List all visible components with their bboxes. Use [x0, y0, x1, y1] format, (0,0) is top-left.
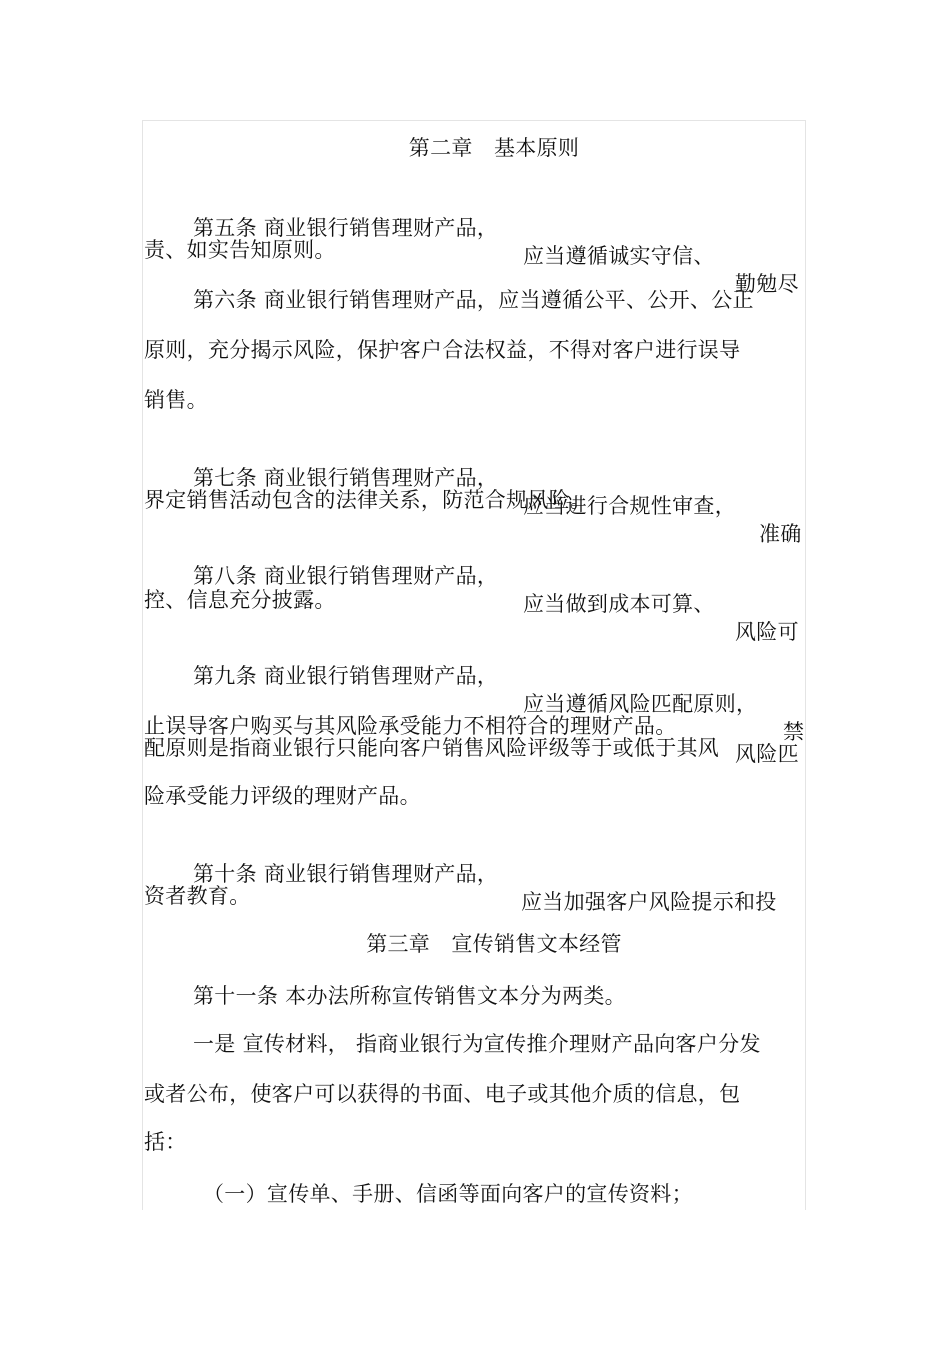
article-6-line-3: 销售。: [144, 388, 208, 412]
chapter-3-heading: 第三章 宣传销售文本经管: [366, 932, 622, 956]
article-9-line-1-part-a: 第九条 商业银行销售理财产品，: [193, 664, 499, 688]
article-9-line-1-part-b: 应当遵循风险匹配原则，: [523, 692, 758, 716]
article-8-line-2: 控、信息充分披露。: [144, 588, 336, 612]
article-7-line-1-part-a: 第七条 商业银行销售理财产品，: [193, 466, 499, 490]
article-9-line-3: 配原则是指商业银行只能向客户销售风险评级等于或低于其风: [144, 736, 720, 760]
item-1-line-3: 括：: [144, 1130, 187, 1154]
article-7-line-1-part-c: 准确: [759, 522, 802, 546]
chapter-2-heading: 第二章 基本原则: [408, 136, 580, 160]
article-6-line-2: 原则，充分揭示风险，保护客户合法权益，不得对客户进行误导: [144, 338, 741, 362]
article-8-line-1-part-a: 第八条 商业银行销售理财产品，: [193, 564, 499, 588]
sub-item-1-line-1: （一）宣传单、手册、信函等面向客户的宣传资料；: [203, 1182, 693, 1206]
item-1-line-2: 或者公布，使客户可以获得的书面、电子或其他介质的信息，包: [144, 1082, 741, 1106]
article-9-line-4: 险承受能力评级的理财产品。: [144, 784, 421, 808]
article-9-line-2-part-b: 风险匹: [735, 742, 799, 766]
article-5-line-1-part-a: 第五条 商业银行销售理财产品，: [193, 216, 499, 240]
article-5-line-2: 责、如实告知原则。: [144, 238, 336, 262]
article-10-line-1-part-a: 第十条 商业银行销售理财产品，: [193, 862, 499, 886]
article-10-line-2: 资者教育。: [144, 884, 251, 908]
article-8-line-1-part-b: 应当做到成本可算、: [523, 592, 715, 616]
article-8-line-1-part-c: 风险可: [735, 620, 799, 644]
article-7-line-2: 界定销售活动包含的法律关系，防范合规风险。: [144, 488, 592, 512]
article-10-line-1-part-b: 应当加强客户风险提示和投: [521, 890, 777, 914]
article-5-line-1-part-b: 应当遵循诚实守信、: [523, 244, 715, 268]
article-9-line-2-part-a: 止误导客户购买与其风险承受能力不相符合的理财产品。: [144, 714, 677, 738]
article-7-line-1-part-b: 应当进行合规性审查，: [523, 494, 736, 518]
article-6-line-1: 第六条 商业银行销售理财产品，应当遵循公平、公开、公正: [193, 288, 754, 312]
item-1-line-1: 一是 宣传材料， 指商业银行为宣传推介理财产品向客户分发: [193, 1032, 761, 1056]
article-11-line-1: 第十一条 本办法所称宣传销售文本分为两类。: [193, 984, 626, 1008]
article-5-line-1-part-c: 勤勉尽: [735, 272, 799, 296]
article-9-line-1-part-c: 禁: [783, 720, 805, 744]
